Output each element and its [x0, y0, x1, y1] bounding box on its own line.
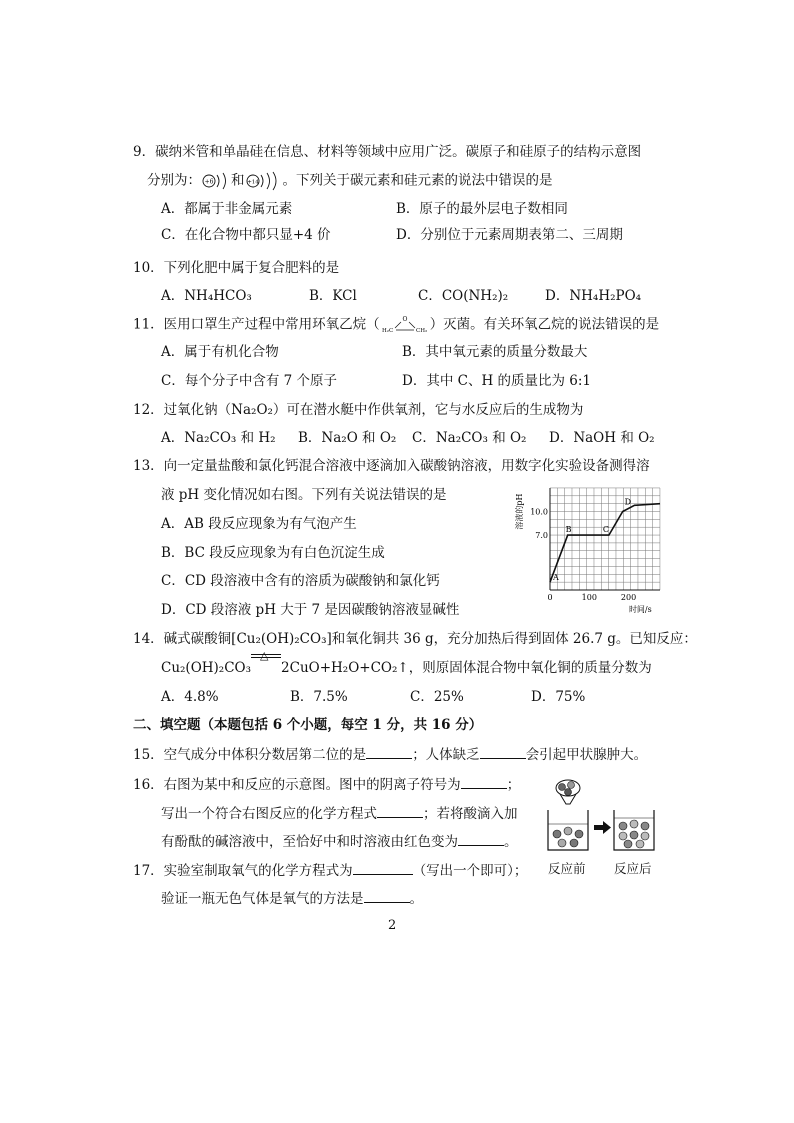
q12-option-a: A．Na₂CO₃ 和 H₂ [161, 430, 276, 446]
q16-blank-1[interactable] [461, 774, 507, 789]
q16-text-1a: 16．右图为某中和反应的示意图。图中的阴离子符号为 [133, 777, 461, 793]
left-carbon-label: H₂C [381, 328, 393, 334]
q13-option-c: C．CD 段溶液中含有的溶质为碳酸钠和氯化钙 [161, 573, 440, 589]
q17-text-1b: （写出一个即可）； [412, 863, 528, 879]
q10-option-c: C．CO(NH₂)₂ [418, 288, 509, 304]
q11-stem [133, 314, 659, 336]
x-tick-label: 200 [620, 593, 637, 602]
q11-option-a: A．属于有机化合物 [161, 344, 279, 360]
q17-blank-2[interactable] [364, 888, 410, 903]
dropper-icon [556, 780, 580, 804]
q16-text-2b: ；若将酸滴入加 [423, 806, 518, 822]
carbon-atom-diagram [201, 170, 231, 192]
q17-blank-1[interactable] [353, 860, 413, 875]
beaker-before [548, 810, 588, 850]
q16-line3 [161, 831, 518, 852]
q14-equation-left: Cu₂(OH)₂CO₃ [161, 660, 252, 676]
carbon-nucleus-label: +6 [204, 178, 214, 186]
q9-option-b: B．原子的最外层电子数相同 [396, 201, 568, 217]
point-label-d: D [624, 497, 632, 507]
q10-option-b: B．KCl [309, 288, 357, 304]
q14-option-a: A．4.8% [161, 689, 219, 705]
y-tick-label: 7.0 [535, 531, 548, 541]
label-before-reaction: 反应前 [548, 861, 586, 876]
q10-stem: 10．下列化肥中属于复合肥料的是 [133, 260, 340, 276]
q12-option-c: C．Na₂CO₃ 和 O₂ [412, 430, 527, 446]
q17-line2 [161, 888, 423, 909]
q12-option-d: D．NaOH 和 O₂ [549, 430, 655, 446]
heat-symbol: △ [260, 649, 269, 662]
y-axis-label: 溶液的pH [515, 493, 524, 530]
q9-option-a: A．都属于非金属元素 [161, 201, 293, 217]
y-tick-label: 10.0 [530, 507, 548, 517]
q16-text-3b: 。 [504, 834, 518, 850]
page-number: 2 [388, 918, 397, 933]
x-axis-label: 时间/s [628, 605, 652, 614]
q15-text-a: 15．空气成分中体积分数居第二位的是 [133, 747, 367, 763]
q17-text-2a: 验证一瓶无色气体是氧气的方法是 [161, 891, 364, 907]
beaker-after [614, 810, 654, 850]
silicon-nucleus-label: +14 [246, 179, 259, 186]
q9-text-c: 。下列关于碳元素和硅元素的说法中错误的是 [282, 172, 553, 189]
q13-option-a: A．AB 段反应现象为有气泡产生 [161, 516, 357, 532]
oxygen-atom-label: O [402, 316, 408, 323]
q16-line2 [161, 803, 518, 824]
q13-stem-line1: 13．向一定量盐酸和氯化钙混合溶液中逐滴加入碳酸钠溶液，用数字化实验设备测得溶 [133, 458, 650, 474]
q11-text-b: ）灭菌。有关环氧乙烷的说法错误的是 [429, 316, 660, 333]
q9-stem-line1: 9．碳纳米管和单晶硅在信息、材料等领域中应用广泛。碳原子和硅原子的结构示意图 [133, 144, 642, 160]
x-tick-label: 100 [581, 593, 597, 602]
right-carbon-label: CH₂ [415, 328, 427, 334]
q17-line1 [133, 860, 527, 881]
q17-text-1a: 17．实验室制取氧气的化学方程式为 [133, 863, 353, 879]
q11-option-d: D．其中 C、H 的质量比为 6:1 [402, 373, 592, 389]
q11-option-b: B．其中氧元素的质量分数最大 [402, 344, 588, 360]
arrow-right-icon [594, 821, 611, 834]
q12-stem: 12．过氧化钠（Na₂O₂）可在潜水艇中作供氧剂，它与水反应后的生成物为 [133, 402, 584, 418]
q14-option-c: C．25% [410, 689, 464, 705]
q14-stem-line1: 14．碱式碳酸铜[Cu₂(OH)₂CO₃]和氧化铜共 36 g，充分加热后得到固体 26.7 g。已知反应： [133, 631, 697, 647]
q15-blank-2[interactable] [480, 744, 526, 759]
q17-text-2b: 。 [409, 891, 423, 907]
q15-blank-1[interactable] [366, 744, 412, 759]
neutralization-diagram [544, 778, 660, 858]
q16-text-2a: 写出一个符合右图反应的化学方程式 [161, 806, 377, 822]
q16-blank-3[interactable] [458, 831, 504, 846]
point-label-b: B [565, 525, 572, 535]
q13-option-b: B．BC 段反应现象为有白色沉淀生成 [161, 545, 385, 561]
x-tick-label: 0 [547, 593, 553, 602]
q16-line1 [133, 774, 520, 795]
ethylene-oxide-structure [380, 314, 430, 336]
q16-text-3a: 有酚酞的碱溶液中，至恰好中和时溶液由红色变为 [161, 834, 458, 850]
q15-text-b: ；人体缺乏 [412, 747, 480, 763]
q14-option-d: D．75% [531, 689, 586, 705]
q9-option-c: C．在化合物中都只显+4 价 [161, 227, 331, 243]
ph-chart [512, 484, 664, 616]
q15-text-c: 会引起甲状腺肿大。 [525, 747, 648, 763]
q16-text-1b: ； [506, 777, 521, 793]
q11-text-a: 11．医用口罩生产过程中常用环氧乙烷（ [133, 316, 380, 333]
q13-option-d: D．CD 段溶液 pH 大于 7 是因碳酸钠溶液显碱性 [161, 602, 460, 618]
point-label-c: C [602, 525, 610, 535]
q14-option-b: B．7.5% [290, 689, 348, 705]
q9-text-a: 分别为： [147, 172, 201, 189]
q9-text-b: 和 [231, 172, 245, 189]
section-2-heading: 二、填空题（本题包括 6 个小题，每空 1 分，共 16 分） [133, 717, 483, 733]
q14-stem-line2 [161, 649, 652, 678]
q11-option-c: C．每个分子中含有 7 个原子 [161, 373, 338, 389]
q13-stem-line2: 液 pH 变化情况如右图。下列有关说法错误的是 [161, 487, 447, 503]
label-after-reaction: 反应后 [614, 861, 652, 876]
q15-stem [133, 744, 647, 765]
reaction-arrow [251, 649, 281, 678]
q10-option-a: A．NH₄HCO₃ [161, 288, 252, 304]
point-label-a: A [553, 573, 559, 583]
q14-equation-right: 2CuO+H₂O+CO₂↑，则原固体混合物中氧化铜的质量分数为 [281, 660, 652, 676]
q9-option-d: D．分别位于元素周期表第二、三周期 [396, 227, 623, 243]
q16-blank-2[interactable] [377, 803, 423, 818]
silicon-atom-diagram [245, 170, 283, 192]
q10-option-d: D．NH₄H₂PO₄ [545, 288, 642, 304]
q9-stem-line2 [147, 170, 553, 192]
q12-option-b: B．Na₂O 和 O₂ [298, 430, 397, 446]
